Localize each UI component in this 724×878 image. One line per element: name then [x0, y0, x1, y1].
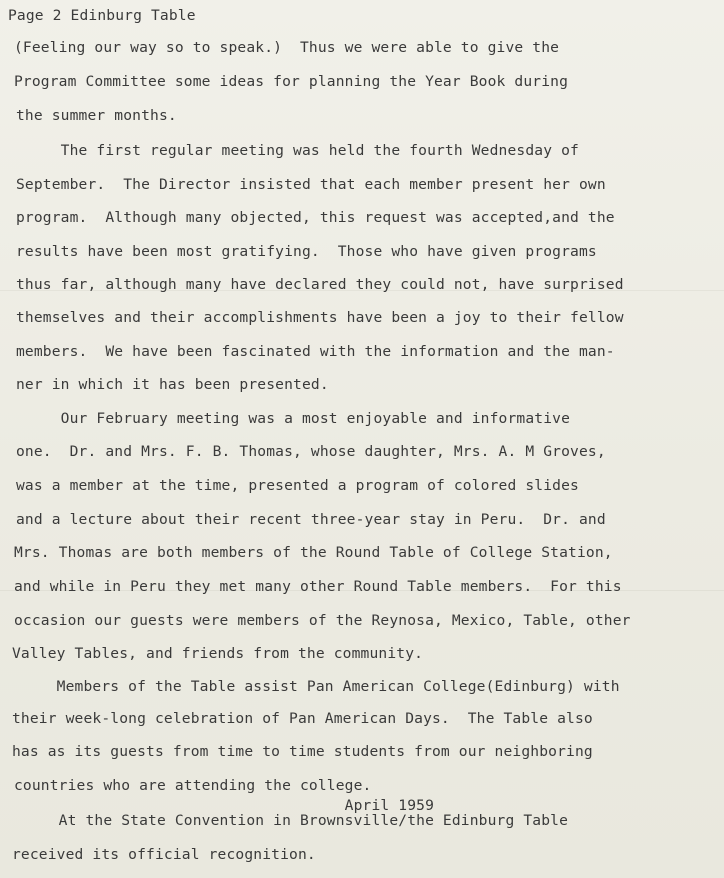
text-line: their week-long celebration of Pan American Days. The Table also: [12, 710, 593, 727]
text-line: one. Dr. and Mrs. F. B. Thomas, whose daughter, Mrs. A. M Groves,: [16, 443, 606, 460]
inserted-date: April 1959: [14, 797, 435, 814]
text-line: program. Although many objected, this request was accepted,and the: [16, 209, 615, 226]
text-line: ner in which it has been presented.: [16, 376, 329, 393]
text-line: occasion our guests were members of the Reynosa, Mexico, Table, other: [14, 612, 631, 629]
text-line: was a member at the time, presented a program of colored slides: [16, 477, 579, 494]
text-line: September. The Director insisted that each member present her own: [16, 176, 606, 193]
text-line: the summer months.: [16, 107, 177, 124]
text-line: results have been most gratifying. Those who have given programs: [16, 243, 597, 260]
text-line: has as its guests from time to time students from our neighboring: [12, 743, 593, 760]
text-line: and while in Peru they met many other Round Table members. For this: [14, 578, 622, 595]
text-line: (Feeling our way so to speak.) Thus we were able to give the: [14, 39, 560, 56]
text-line: At the State Convention in Brownsville/the Edinburg Table: [14, 812, 569, 829]
text-line: Our February meeting was a most enjoyable and informative: [16, 410, 571, 427]
text-line: countries who are attending the college.: [14, 777, 372, 794]
text-line: and a lecture about their recent three-year stay in Peru. Dr. and: [16, 511, 606, 528]
text-line: members. We have been fascinated with the information and the man-: [16, 343, 615, 360]
text-line: Valley Tables, and friends from the community.: [12, 645, 424, 662]
text-line: Mrs. Thomas are both members of the Round Table of College Station,: [14, 544, 613, 561]
text-line: Members of the Table assist Pan American College(Edinburg) with: [12, 678, 620, 695]
text-line: The first regular meeting was held the fourth Wednesday of: [16, 142, 579, 159]
page-header: Page 2 Edinburg Table: [8, 7, 196, 24]
text-line: themselves and their accomplishments have been a joy to their fellow: [16, 309, 624, 326]
text-line: received its official recognition.: [12, 846, 316, 863]
text-line: thus far, although many have declared they could not, have surprised: [16, 276, 624, 293]
text-line: Program Committee some ideas for planning the Year Book during: [14, 73, 569, 90]
